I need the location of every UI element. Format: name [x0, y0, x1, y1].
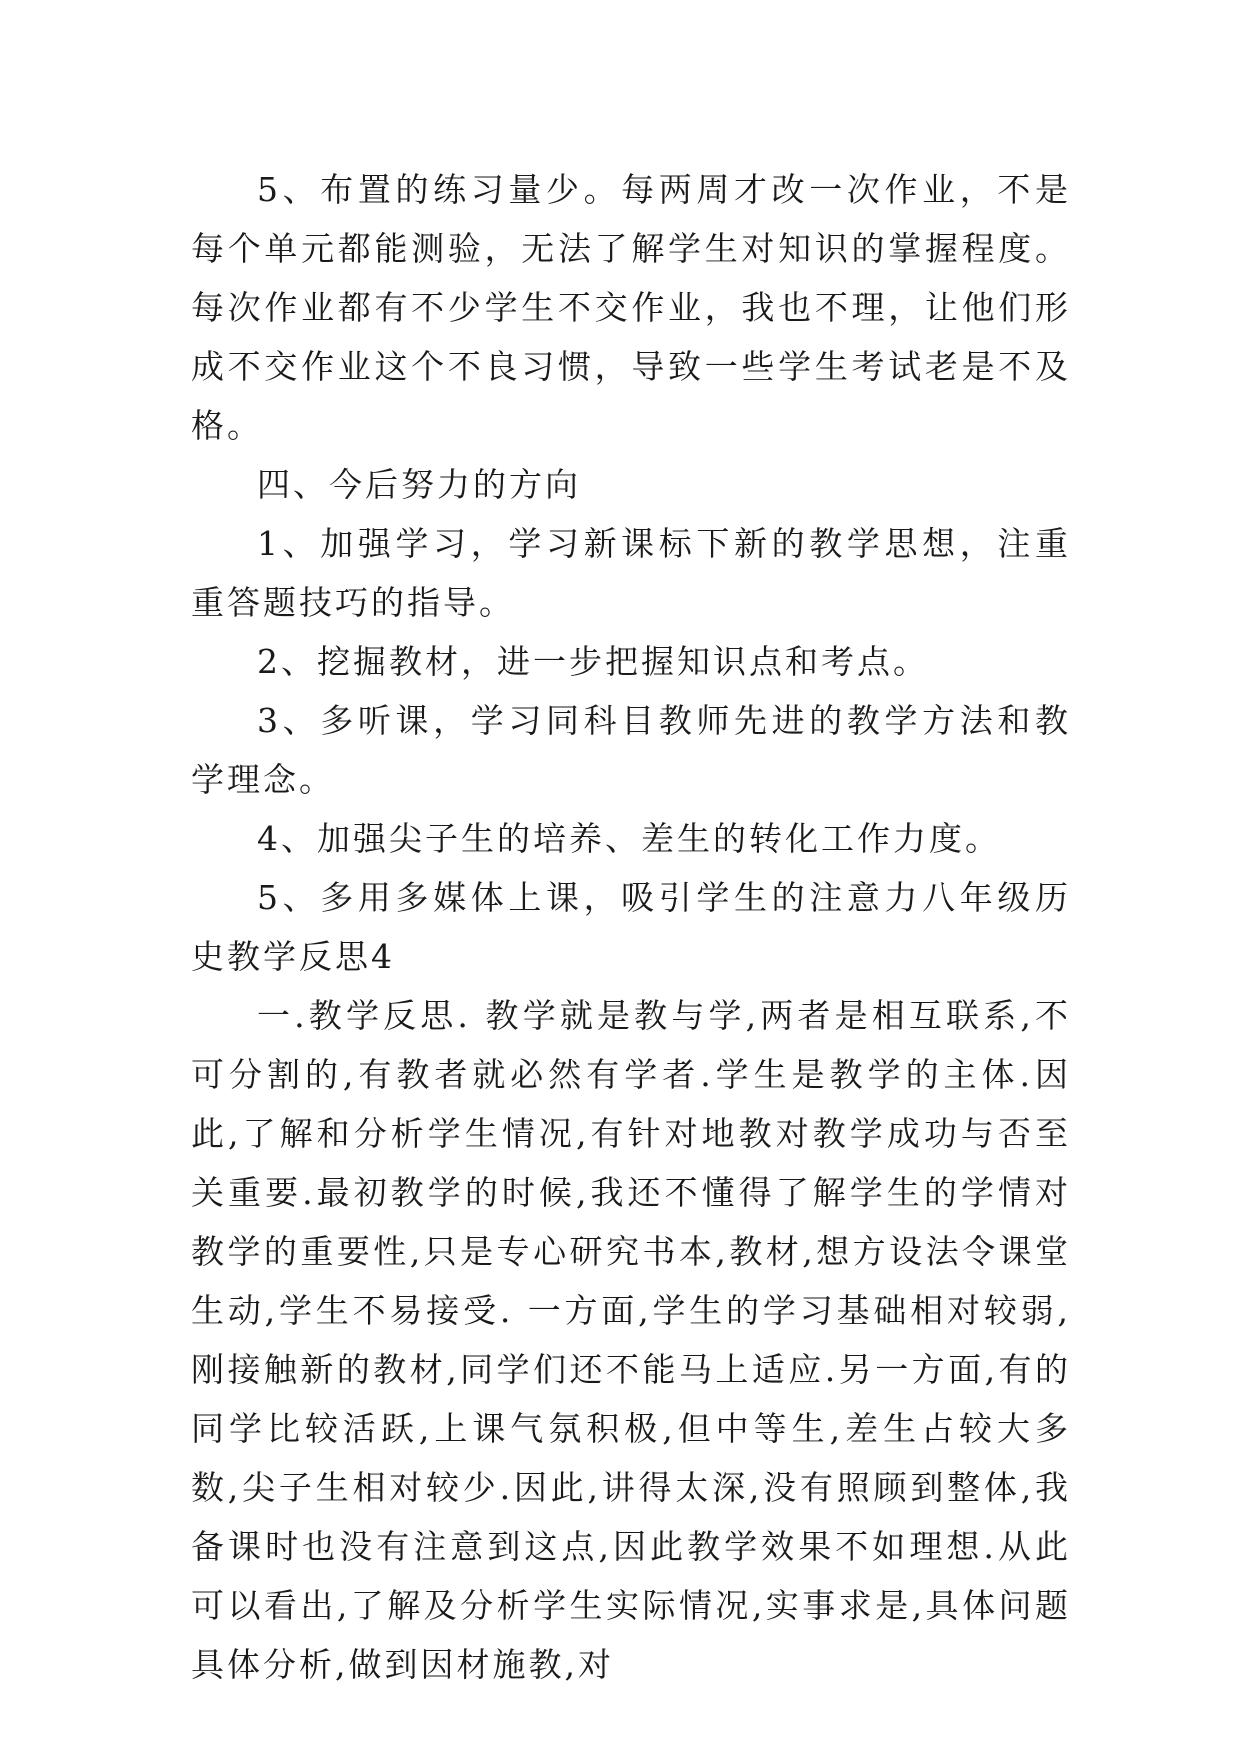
section-heading-future-direction: 四、今后努力的方向 — [257, 465, 581, 504]
paragraph-item-3: 3、多听课，学习同科目教师先进的教学方法和教学理念。 — [191, 701, 1071, 799]
paragraph-item-4: 4、加强尖子生的培养、差生的转化工作力度。 — [257, 819, 1001, 858]
paragraph-teaching-reflection: 一.教学反思. 教学就是教与学,两者是相互联系,不可分割的,有教者就必然有学者.学生是教学的主体.因此,了解和分析学生情况,有针对地教对教学成功与否至关重要.最初教学的时候,我还不懂得了解学生的学情对教学的重要性,只是专心研究书本,教材,想方设法令课堂生动,学生不易接受. 一方面,学生的学习基础相对较弱,刚接触新的教材,同学们还不能马上适应.另一方面,有的同学比较活跃,上课气氛积极,但中等生,差生占较大多数,尖子生相对较少.因此,讲得太深,没有照顾到整体,我备课时也没有注意到这点,因此教学效果不如理想.从此可以看出,了解及分析学生实际情况,实事求是,具体问题具体分析,做到因材施教,对 — [191, 996, 1071, 1684]
paragraph-homework-issue: 5、布置的练习量少。每两周才改一次作业，不是每个单元都能测验，无法了解学生对知识的掌握程度。每次作业都有不少学生不交作业，我也不理，让他们形成不交作业这个不良习惯，导致一些学生考试老是不及格。 — [191, 170, 1071, 445]
paragraph-item-5: 5、多用多媒体上课，吸引学生的注意力八年级历史教学反思4 — [191, 878, 1071, 976]
paragraph-item-2: 2、挖掘教材，进一步把握知识点和考点。 — [257, 642, 929, 681]
document-body — [191, 160, 1071, 1694]
paragraph-item-1: 1、加强学习，学习新课标下新的教学思想，注重重答题技巧的指导。 — [191, 524, 1071, 622]
